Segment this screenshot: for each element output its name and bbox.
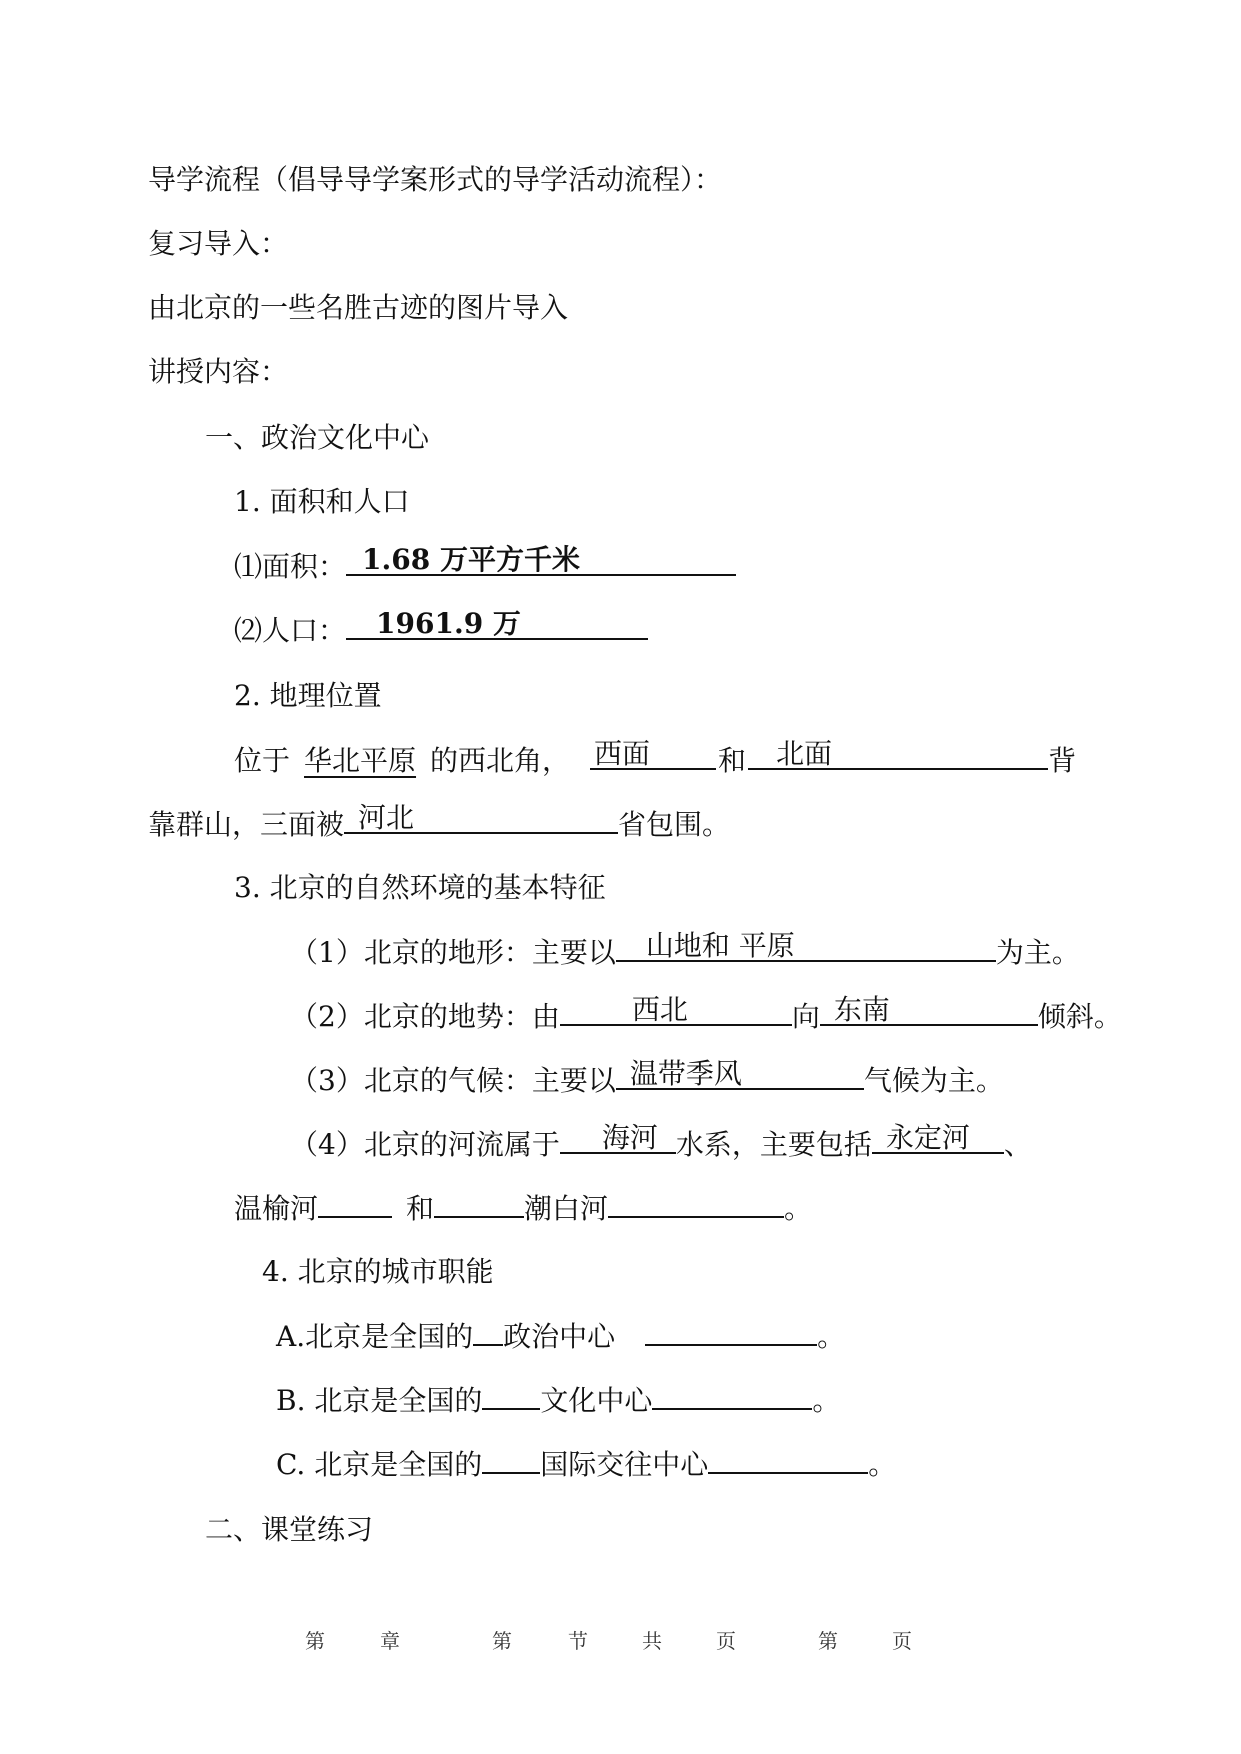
footer-page-suffix: 页 xyxy=(892,1629,912,1653)
climate-text-a: （3）北京的气候：主要以 xyxy=(290,1064,616,1097)
function-b-blank xyxy=(652,1382,812,1410)
location-text-a: 位于 xyxy=(234,744,291,777)
slope-blank-2 xyxy=(820,993,1038,1026)
slope-text-a: （2）北京的地势：由 xyxy=(290,1000,560,1033)
section-one-title: 一、政治文化中心 xyxy=(205,421,430,454)
subheading-location: 2. 地理位置 xyxy=(234,679,382,712)
function-a-line xyxy=(276,1318,845,1355)
river-line-1 xyxy=(290,1121,1032,1163)
west-blank xyxy=(590,737,716,770)
review-heading: 复习导入： xyxy=(148,227,289,260)
location2-text-b: 省包围。 xyxy=(618,808,731,841)
yongding-blank xyxy=(872,1121,1004,1154)
footer-chapter-prefix: 第 xyxy=(305,1629,325,1653)
chaobai-value: 潮白河 xyxy=(524,1192,609,1225)
population-blank xyxy=(346,607,648,640)
north-value: 北面 xyxy=(776,737,833,770)
section-two-title: 二、课堂练习 xyxy=(205,1513,374,1546)
terrain-text-b: 为主。 xyxy=(995,936,1080,969)
west-value: 西面 xyxy=(594,737,651,770)
river-line-2 xyxy=(234,1190,812,1227)
hebei-value: 河北 xyxy=(358,801,415,834)
function-b-value: 文化中心 xyxy=(540,1384,653,1417)
location-text-b: 的西北角， xyxy=(430,744,571,777)
location-line-2 xyxy=(148,801,731,843)
area-label: ⑴面积： xyxy=(234,550,347,583)
river-text-a: （4）北京的河流属于 xyxy=(290,1128,560,1161)
location2-text-a: 靠群山，三面被 xyxy=(148,808,345,841)
slope-blank-1 xyxy=(560,993,792,1026)
footer-total-suffix: 页 xyxy=(716,1629,736,1653)
area-line xyxy=(234,543,736,585)
function-a-value: 政治中心 xyxy=(503,1320,616,1353)
terrain-text-a: （1）北京的地形：主要以 xyxy=(290,936,616,969)
chaobai-blank xyxy=(608,1190,784,1218)
location-text-back: 背 xyxy=(1048,744,1077,777)
function-a-blank xyxy=(645,1318,817,1346)
river-text-mid: 水系，主要包括 xyxy=(675,1128,872,1161)
climate-value: 温带季风 xyxy=(629,1057,742,1090)
climate-line xyxy=(290,1057,1004,1099)
population-line xyxy=(234,607,648,649)
river-and: 和 xyxy=(406,1192,435,1225)
slope-value-2: 东南 xyxy=(833,993,890,1026)
river-system-blank xyxy=(560,1121,676,1154)
location-and: 和 xyxy=(718,744,747,777)
function-a-blank-lead xyxy=(473,1318,503,1346)
river-system-value: 海河 xyxy=(601,1121,658,1154)
hebei-blank xyxy=(344,801,618,834)
function-b-blank-lead xyxy=(482,1382,540,1410)
subheading-environment: 3. 北京的自然环境的基本特征 xyxy=(234,871,606,904)
function-b-line xyxy=(276,1382,840,1419)
subheading-area-population: 1. 面积和人口 xyxy=(234,485,410,518)
footer-total-prefix: 共 xyxy=(642,1629,662,1653)
function-b-text: B. 北京是全国的 xyxy=(276,1384,483,1417)
wenyu-value: 温榆河 xyxy=(234,1192,319,1225)
function-c-end: 。 xyxy=(868,1448,897,1481)
function-c-text: C. 北京是全国的 xyxy=(276,1448,483,1481)
footer-section-suffix: 节 xyxy=(568,1629,588,1653)
slope-value-1: 西北 xyxy=(631,993,688,1026)
function-a-text: A.北京是全国的 xyxy=(276,1320,474,1353)
north-blank xyxy=(748,737,1048,770)
area-value: 1.68 万平方千米 xyxy=(362,543,580,576)
function-c-line xyxy=(276,1446,896,1483)
flow-heading: 导学流程（倡导导学案形式的导学活动流程）： xyxy=(148,163,723,196)
climate-blank xyxy=(616,1057,864,1090)
river-text-b: 、 xyxy=(1003,1128,1032,1161)
population-label: ⑵人口： xyxy=(234,614,347,647)
terrain-value: 山地和 平原 xyxy=(645,929,795,962)
review-text: 由北京的一些名胜古迹的图片导入 xyxy=(148,291,569,324)
terrain-blank xyxy=(616,929,996,962)
terrain-line xyxy=(290,929,1080,971)
river2-text-b: 。 xyxy=(784,1192,813,1225)
area-blank xyxy=(346,543,736,576)
slope-text-mid: 向 xyxy=(791,1000,820,1033)
wenyu-blank xyxy=(318,1190,392,1218)
climate-text-b: 气候为主。 xyxy=(863,1064,1004,1097)
population-value: 1961.9 万 xyxy=(376,607,521,640)
content-heading: 讲授内容： xyxy=(148,355,289,388)
yongding-value: 永定河 xyxy=(885,1121,970,1154)
river-and-blank xyxy=(434,1190,524,1218)
subheading-functions: 4. 北京的城市职能 xyxy=(262,1255,494,1288)
function-b-end: 。 xyxy=(812,1384,841,1417)
location-plain: 华北平原 xyxy=(304,744,417,777)
function-a-end: 。 xyxy=(817,1320,846,1353)
function-c-blank xyxy=(708,1446,868,1474)
function-c-value: 国际交往中心 xyxy=(540,1448,709,1481)
footer-page-prefix: 第 xyxy=(818,1629,838,1653)
slope-line xyxy=(290,993,1122,1035)
footer-chapter-suffix: 章 xyxy=(380,1629,400,1653)
slope-text-b: 倾斜。 xyxy=(1037,1000,1122,1033)
location-line-1 xyxy=(234,737,1077,779)
function-c-blank-lead xyxy=(482,1446,540,1474)
footer-section-prefix: 第 xyxy=(492,1629,512,1653)
